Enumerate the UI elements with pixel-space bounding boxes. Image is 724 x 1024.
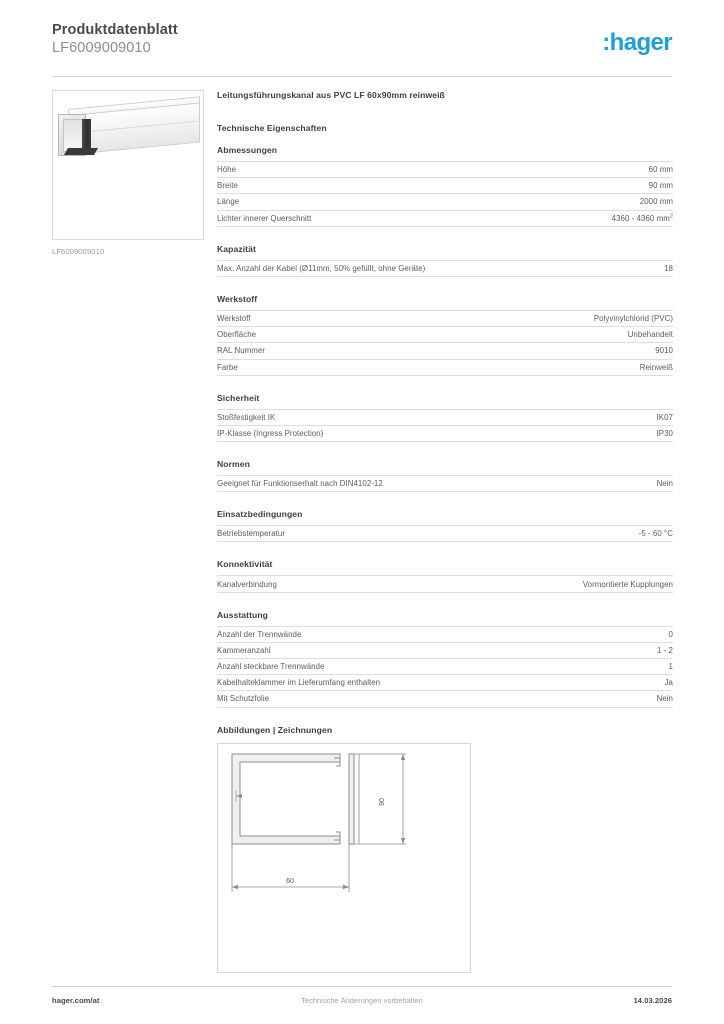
footer-date: 14.03.2026: [633, 996, 672, 1005]
spec-group-title: Einsatzbedingungen: [217, 509, 303, 520]
spec-group: [217, 559, 673, 592]
spec-group-title: Werkstoff: [217, 293, 258, 304]
spec-row: [217, 659, 673, 675]
spec-value: Ja: [664, 678, 673, 688]
spec-value-superscript: 2: [669, 213, 673, 220]
spec-label: Anzahl der Trennwände: [217, 629, 302, 639]
spec-value: -5 - 60 °C: [638, 529, 673, 539]
drawings-heading: Abbildungen | Zeichnungen: [217, 724, 333, 735]
spec-row: [217, 260, 673, 276]
spec-label: Stoßfestigkeit IK: [217, 412, 276, 422]
spec-row: [217, 162, 673, 178]
spec-group-title: Abmessungen: [217, 145, 278, 155]
spec-group: [217, 244, 673, 277]
spec-row: [217, 343, 673, 359]
spec-value: Vormontierte Kupplungen: [582, 579, 673, 589]
spec-group-title: Sicherheit: [217, 392, 260, 403]
spec-value: IK07: [656, 412, 673, 422]
spec-group: [217, 393, 673, 442]
spec-label: Max. Anzahl der Kabel (Ø11mm, 50% gefüllt, ohne Geräte): [217, 263, 426, 273]
spec-label: Höhe: [217, 165, 237, 175]
spec-row: [217, 359, 673, 375]
page-footer: [52, 996, 672, 1010]
spec-value: IP30: [656, 428, 673, 438]
spec-group-title: Ausstattung: [217, 609, 269, 620]
spec-row: [217, 194, 673, 210]
cable-trunking-photo: [58, 109, 198, 161]
height-dimension-label: 90: [379, 797, 386, 806]
spec-value: 1 - 2: [656, 645, 673, 655]
spec-value: Reinweiß: [639, 362, 673, 372]
spec-group-title: Normen: [217, 459, 250, 470]
spec-value: 90 mm: [648, 181, 673, 191]
spec-label: Mit Schutzfolie: [217, 694, 270, 704]
spec-value: Unbehandelt: [627, 330, 673, 340]
spec-value: 60 mm: [648, 165, 673, 175]
spec-value-text: 4360 - 4360 mm: [611, 213, 670, 223]
spec-row: [217, 210, 673, 226]
spec-label: Werkstoff: [217, 314, 251, 324]
spec-value: [509, 210, 673, 226]
spec-value: 9010: [655, 346, 673, 356]
spec-value: 0: [668, 629, 673, 639]
page-title: Produktdatenblatt: [52, 22, 178, 38]
spec-row: [217, 425, 673, 441]
spec-label: Breite: [217, 181, 238, 191]
spec-group-title: Konnektivität: [217, 559, 273, 570]
spec-row: [217, 576, 673, 592]
footer-disclaimer: Technische Änderungen vorbehalten: [301, 996, 423, 1005]
spec-table: [217, 161, 673, 227]
width-dimension-label: 60: [286, 877, 294, 885]
spec-group: [217, 509, 673, 542]
spec-row: [217, 310, 673, 326]
spec-label: Betriebstemperatur: [217, 529, 286, 539]
spec-table: [217, 626, 673, 708]
spec-group: [217, 145, 673, 227]
technical-properties-heading: Technische Eigenschaften: [217, 123, 327, 133]
spec-label: Geeignet für Funktionserhalt nach DIN4102-12: [217, 479, 383, 489]
drawings-section: [217, 725, 673, 973]
spec-row: [217, 642, 673, 658]
spec-label: Kanalverbindung: [217, 579, 277, 589]
spec-group: [217, 294, 673, 376]
product-figure: [52, 90, 204, 256]
spec-value: Nein: [656, 479, 673, 489]
article-number: LF6009009010: [52, 40, 151, 56]
page-header: [52, 22, 672, 70]
footer-divider: [52, 986, 672, 987]
spec-label: Kammeranzahl: [217, 645, 271, 655]
spec-table: [217, 310, 673, 376]
spec-label: RAL Nummer: [217, 346, 265, 356]
spec-value: 18: [664, 263, 673, 273]
spec-row: [217, 691, 673, 707]
spec-groups: [217, 145, 673, 708]
profile-outline: [232, 754, 354, 844]
profile-cross-section-drawing: [218, 744, 470, 972]
spec-row: [217, 675, 673, 691]
spec-row: [217, 409, 673, 425]
spec-value: 2000 mm: [639, 197, 673, 207]
spec-label: Farbe: [217, 362, 238, 372]
spec-value: Nein: [656, 694, 673, 704]
spec-row: [217, 526, 673, 542]
cable-clamp-foot: [64, 148, 98, 155]
spec-label: Länge: [217, 197, 240, 207]
footer-website[interactable]: hager.com/at: [52, 996, 100, 1005]
spec-group-title: Kapazität: [217, 243, 256, 254]
spec-row: [217, 327, 673, 343]
spec-group: [217, 459, 673, 492]
spec-row: [217, 476, 673, 492]
spec-table: [217, 575, 673, 592]
header-divider: [52, 76, 672, 77]
spec-table: [217, 525, 673, 542]
technical-drawing-frame: [217, 743, 471, 973]
spec-value: Polyvinylchlorid (PVC): [593, 314, 673, 324]
product-heading: Leitungsführungskanal aus PVC LF 60x90mm reinweiß: [217, 90, 445, 100]
spec-label: Lichter innerer Querschnitt: [217, 213, 312, 223]
product-image-caption: LF6009009010: [52, 247, 105, 256]
spec-table: [217, 260, 673, 277]
spec-label: IP-Klasse (Ingress Protection): [217, 428, 324, 438]
spec-table: [217, 409, 673, 442]
spec-row: [217, 178, 673, 194]
product-image-frame: [52, 90, 204, 240]
spec-label: Oberfläche: [217, 330, 257, 340]
main-content: [217, 90, 673, 973]
spec-row: [217, 626, 673, 642]
spec-group: [217, 610, 673, 708]
spec-value: 1: [668, 662, 673, 672]
spec-table: [217, 475, 673, 492]
spec-label: Kabelhalteklammer im Lieferumfang enthalten: [217, 678, 381, 688]
hager-logo: :hager: [602, 29, 672, 56]
spec-label: Anzahl steckbare Trennwände: [217, 662, 325, 672]
